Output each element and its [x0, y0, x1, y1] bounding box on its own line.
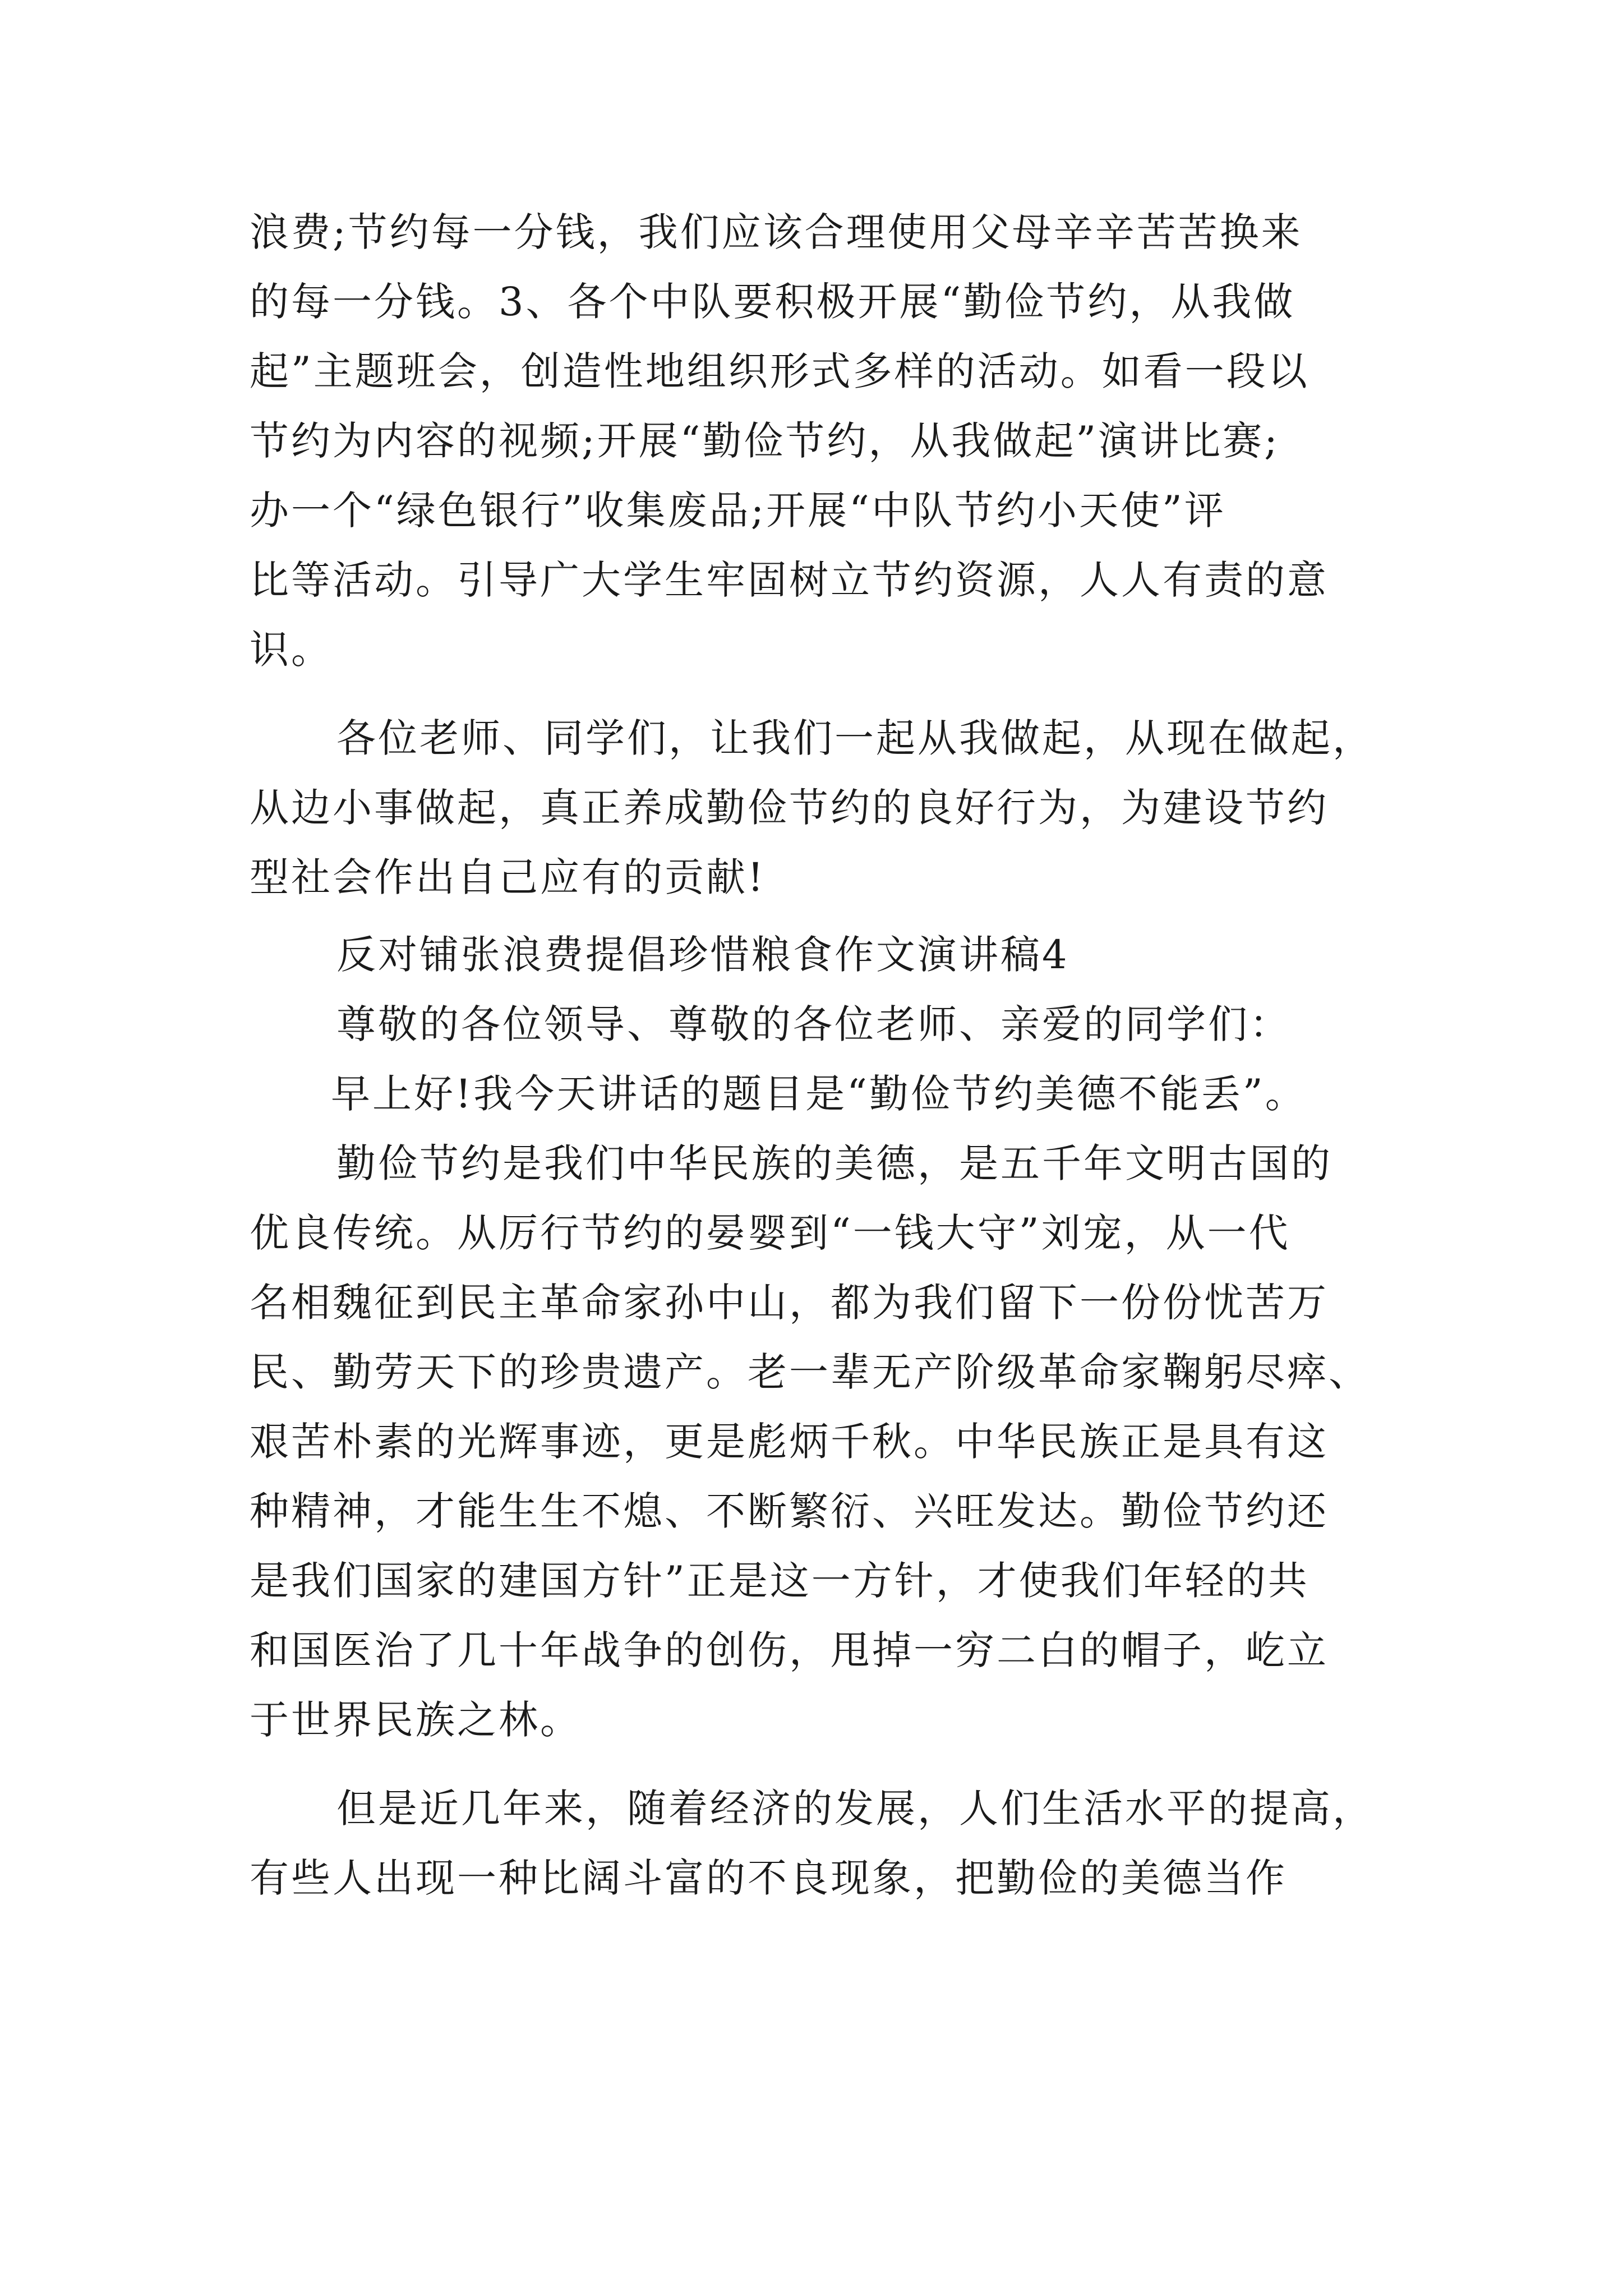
text-line: 比等活动。引导广大学生牢固树立节约资源，人人有责的意 [250, 557, 1329, 603]
paragraph-first-line: 但是近几年来，随着经济的发展，人们生活水平的提高， [336, 1786, 1374, 1832]
text-line: 名相魏征到民主革命家孙中山，都为我们留下一份份忧苦万 [250, 1280, 1329, 1326]
section-heading: 反对铺张浪费提倡珍惜粮食作文演讲稿4 [336, 932, 1069, 978]
text-line: 的每一分钱。3、各个中队要积极开展“勤俭节约，从我做 [250, 279, 1295, 325]
text-line: 优良传统。从厉行节约的晏婴到“一钱大守”刘宠，从一代 [250, 1210, 1290, 1256]
text-line: 和国医治了几十年战争的创伤，甩掉一穷二白的帽子，屹立 [250, 1627, 1329, 1673]
text-line: 种精神，才能生生不熄、不断繁衍、兴旺发达。勤俭节约还 [250, 1488, 1329, 1534]
text-line: 民、勤劳天下的珍贵遗产。老一辈无产阶级革命家鞠躬尽瘁、 [250, 1349, 1370, 1395]
greeting-line: 早上好!我今天讲话的题目是“勤俭节约美德不能丢”。 [331, 1071, 1307, 1117]
text-line: 浪费;节约每一分钱，我们应该合理使用父母辛辛苦苦换来 [250, 209, 1303, 255]
paragraph-first-line: 各位老师、同学们，让我们一起从我做起，从现在做起， [336, 715, 1374, 761]
text-line: 起”主题班会，创造性地组织形式多样的活动。如看一段以 [250, 348, 1310, 394]
text-line: 于世界民族之林。 [250, 1697, 582, 1743]
text-line: 办一个“绿色银行”收集废品;开展“中队节约小天使”评 [250, 487, 1226, 533]
text-line: 从边小事做起，真正养成勤俭节约的良好行为，为建设节约 [250, 785, 1329, 831]
document-body [250, 197, 1382, 1913]
text-line: 是我们国家的建国方针”正是这一方针，才使我们年轻的共 [250, 1558, 1310, 1604]
text-line: 识。 [250, 627, 333, 673]
text-line: 型社会作出自己应有的贡献! [250, 854, 766, 900]
text-line: 有些人出现一种比阔斗富的不良现象，把勤俭的美德当作 [250, 1855, 1287, 1901]
text-line: 节约为内容的视频;开展“勤俭节约，从我做起”演讲比赛; [250, 418, 1280, 464]
paragraph-first-line: 勤俭节约是我们中华民族的美德，是五千年文明古国的 [336, 1140, 1332, 1186]
text-line: 艰苦朴素的光辉事迹，更是彪炳千秋。中华民族正是具有这 [250, 1419, 1329, 1465]
salutation: 尊敬的各位领导、尊敬的各位老师、亲爱的同学们： [336, 1001, 1291, 1047]
